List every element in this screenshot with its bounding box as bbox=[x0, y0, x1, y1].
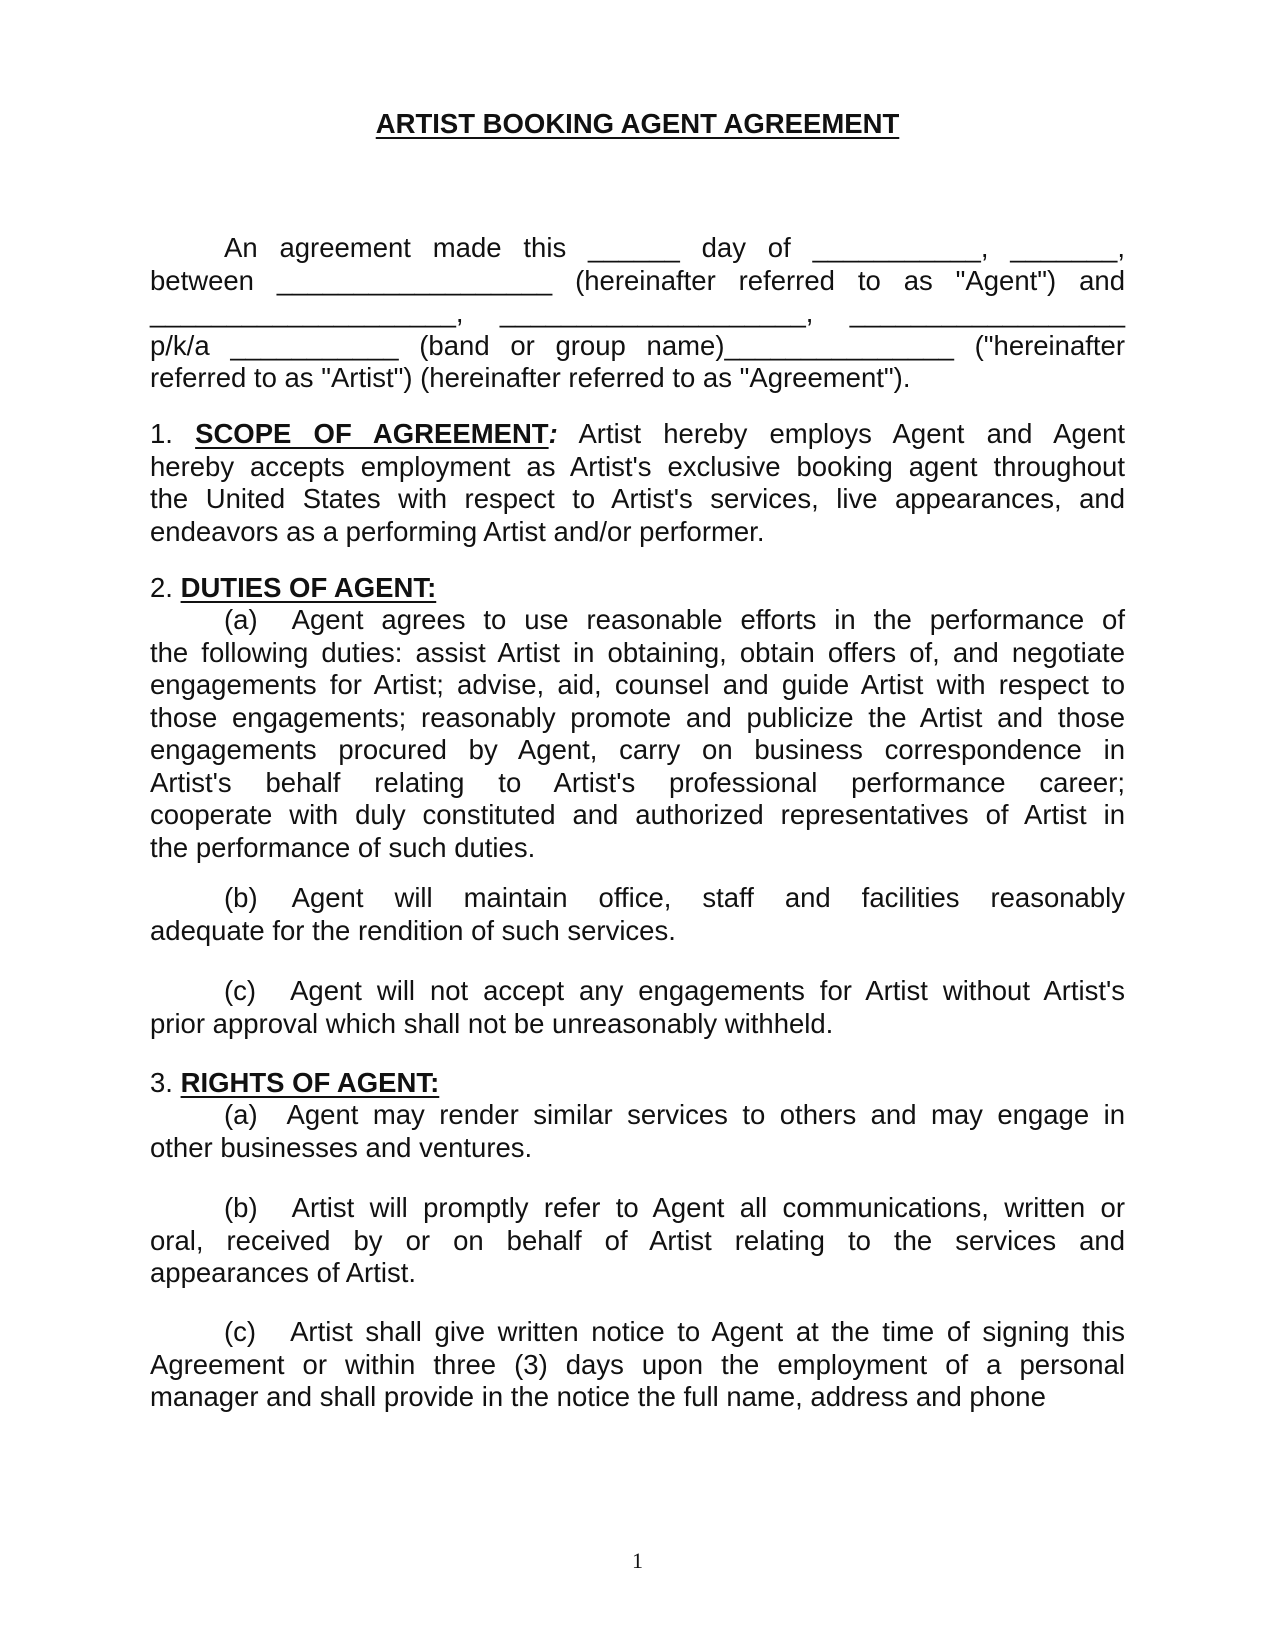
intro-line-2: between __________________ (hereinafter referred to as "Agent") and bbox=[150, 264, 1125, 296]
duties-clause-a: (a) Agent agrees to use reasonable efforts in the performance of the following duties: assist Artist in obtaining, obtain offers of, and negotiate engagements for Artist; advise, aid, counsel and guide Artist with respect to those engagements; reasonably promote and publicize the Artist and those engagements procured by Agent, carry on business correspondence in Artist's behalf relating to Artist's professional performance career; cooperate with duly constituted and authorized representatives of Artist in the performance of such duties. bbox=[150, 604, 1125, 863]
clause-label: (b) bbox=[224, 882, 258, 913]
clause-label: (a) bbox=[224, 604, 258, 635]
intro-line-4: p/k/a ___________ (band or group name)_______________ ("hereinafter bbox=[150, 329, 1125, 361]
page-number: 1 bbox=[632, 1548, 643, 1573]
duties-clause-b: (b) Agent will maintain office, staff and facilities reasonably adequate for the rendition of such services. bbox=[150, 882, 1125, 946]
section-number: 1. bbox=[150, 418, 173, 449]
section-heading: SCOPE OF AGREEMENT bbox=[195, 418, 549, 449]
intro-paragraph bbox=[150, 232, 1125, 395]
rights-clause-a: (a) Agent may render similar services to others and may engage in other businesses and ventures. bbox=[150, 1099, 1125, 1163]
clause-label: (c) bbox=[224, 975, 257, 1006]
section-scope bbox=[150, 418, 1125, 548]
section-scope-line-3: the United States with respect to Artist's services, live appearances, and bbox=[150, 483, 1125, 514]
section-duties-heading bbox=[150, 572, 1125, 605]
section-number: 3. bbox=[150, 1067, 173, 1098]
intro-line-3: ____________________, ____________________, __________________ bbox=[150, 297, 1125, 328]
intro-line-1: An agreement made this ______ day of ___________, _______, bbox=[224, 232, 1125, 263]
section-heading: RIGHTS OF AGENT: bbox=[180, 1067, 440, 1098]
section-rights-heading bbox=[150, 1067, 1125, 1100]
document-page bbox=[150, 0, 1125, 1650]
rights-clause-b: (b) Artist will promptly refer to Agent all communications, written or oral, received by or on behalf of Artist relating to the services and appearances of Artist. bbox=[150, 1192, 1125, 1288]
rights-clause-c: (c) Artist shall give written notice to Agent at the time of signing this Agreement or within three (3) days upon the employment of a personal manager and shall provide in the notice the full name, address and phone bbox=[150, 1316, 1125, 1412]
section-number: 2. bbox=[150, 572, 173, 603]
intro-line-5: referred to as "Artist") (hereinafter referred to as "Agreement"). bbox=[150, 362, 911, 393]
section-scope-line-1: 1. SCOPE OF AGREEMENT: Artist hereby employs Agent and Agent bbox=[150, 418, 1125, 449]
section-scope-line-2: hereby accepts employment as Artist's exclusive booking agent throughout bbox=[150, 450, 1125, 482]
document-title: ARTIST BOOKING AGENT AGREEMENT bbox=[375, 108, 900, 139]
clause-label: (a) bbox=[224, 1099, 258, 1130]
clause-label: (c) bbox=[224, 1316, 257, 1347]
section-heading: DUTIES OF AGENT: bbox=[180, 572, 437, 603]
section-scope-line-4: endeavors as a performing Artist and/or performer. bbox=[150, 515, 765, 547]
clause-label: (b) bbox=[224, 1192, 258, 1223]
duties-clause-c: (c) Agent will not accept any engagements for Artist without Artist's prior approval which shall not be unreasonably withheld. bbox=[150, 975, 1125, 1039]
